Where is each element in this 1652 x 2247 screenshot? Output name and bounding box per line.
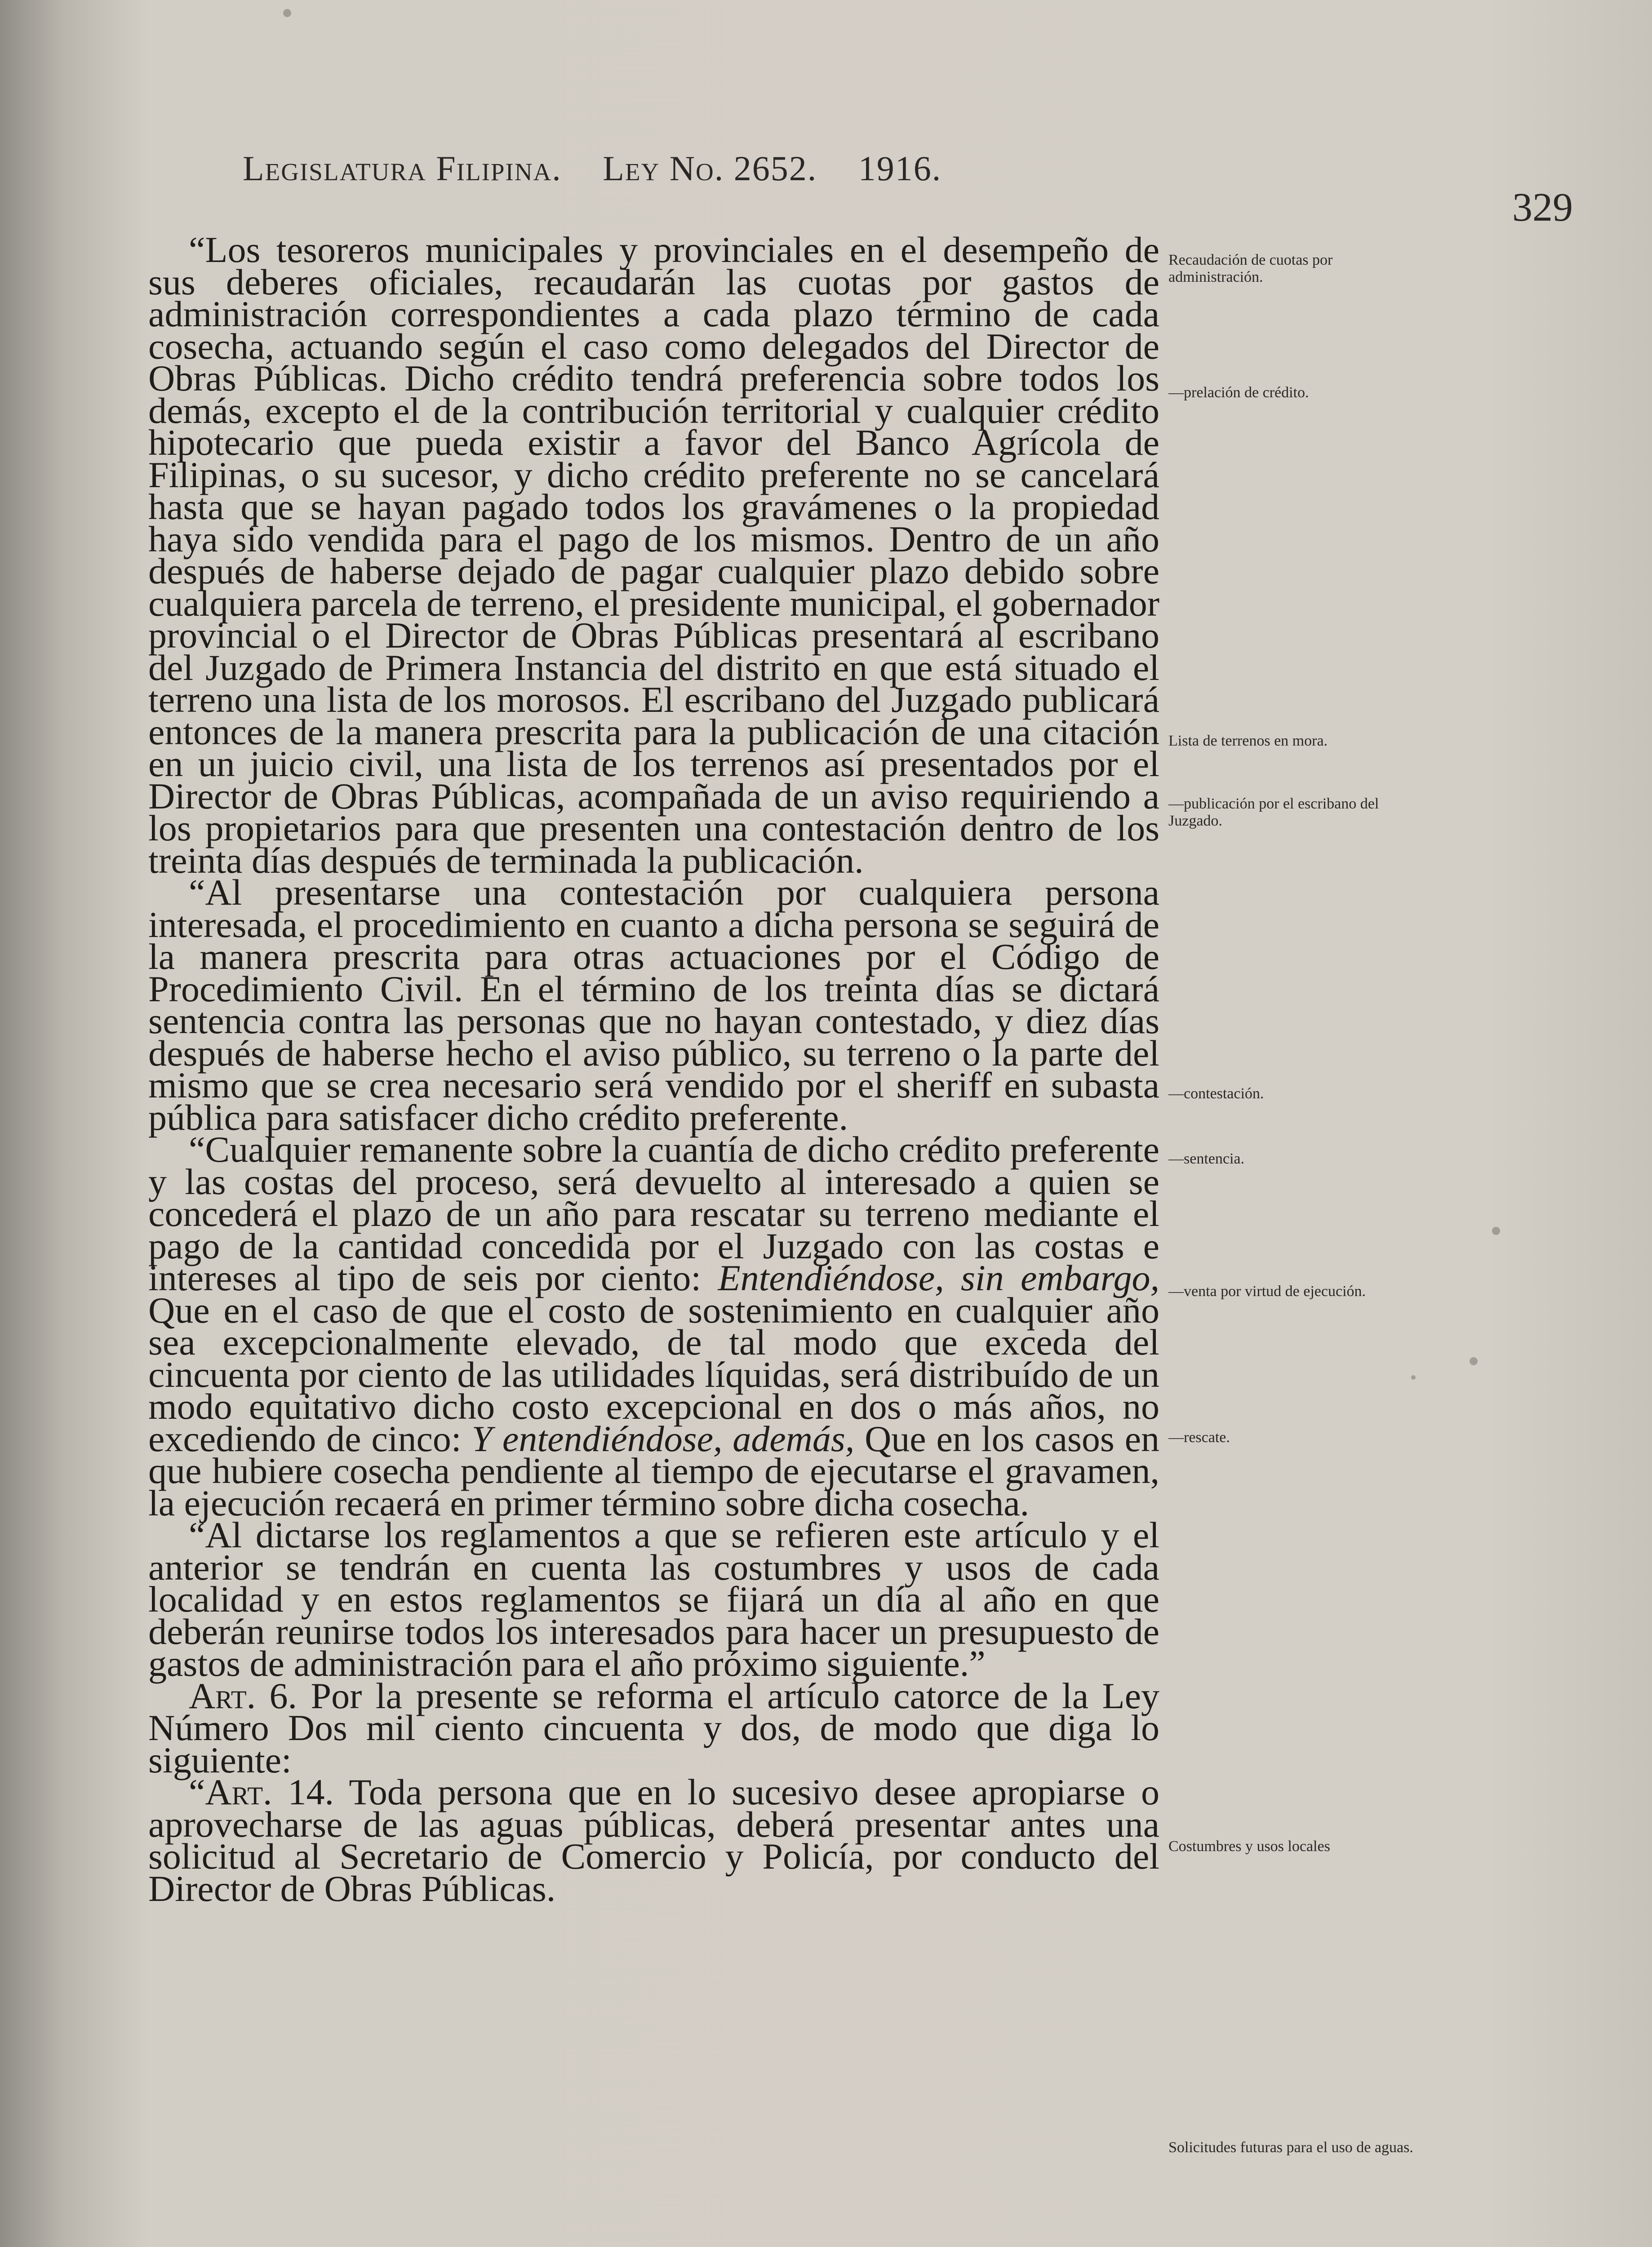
italic-text: Y entendiéndose, además, (471, 1418, 855, 1459)
margin-note: —rescate. (1168, 1429, 1230, 1446)
body-paragraph (148, 1129, 1159, 1523)
scan-speck (283, 9, 291, 17)
running-header (243, 148, 941, 189)
scan-speck (1492, 1227, 1500, 1235)
paragraph-text: Que en los casos en que hubiere cosecha pendiente al tiempo de ejecutarse el gravamen, la ejecución recaerá en primer término sobre dicha cosecha. (148, 1418, 1159, 1523)
paragraph-text: “Los tesoreros municipales y provinciales en el desempeño de sus deberes oficiales, recaudarán las cuotas por gastos de administración correspondientes a cada plazo término de cada cosecha, actuando según el caso como delegados del Director de Obras Públicas. Dicho crédito tendrá preferencia sobre todos los demás, excepto el de la contribución territorial y cualquier crédito hipotecario que pueda existir a favor del Banco Agrícola de Filipinas, o su sucesor, y dicho crédito preferente no se cancelará hasta que se hayan pagado todos los gravámenes o la propiedad haya sido vendida para el pago de los mismos. Dentro de un año después de haberse dejado de pagar cualquier plazo debido sobre cualquiera parcela de terreno, el presidente municipal, el gobernador provincial o el Director de Obras Públicas presentará al escribano del Juzgado de Primera Instancia del distrito en que está situado el terreno una lista de los morosos. El escribano del Juzgado publicará entonces de la manera prescrita para la publicación de una citación en un juicio civil, una lista de los terrenos así presentados por el Director de Obras Públicas, acompañada de un aviso requiriendo a los propietarios para que presenten una contestación dentro de los treinta días después de terminada la publicación. (148, 229, 1159, 881)
italic-text: Entendiéndose, sin embargo, (718, 1257, 1159, 1298)
body-paragraph (148, 1514, 1159, 1684)
margin-note: Costumbres y usos locales (1168, 1838, 1330, 1855)
article-label: Art. (205, 1772, 272, 1812)
scan-speck (1470, 1357, 1478, 1365)
body-paragraph (148, 872, 1159, 1138)
body-paragraph (148, 1675, 1159, 1781)
paragraph-text: 14. Toda persona que en lo sucesivo desee apropiarse o aprovecharse de las aguas públicas, deberá presentar antes una solicitud al Secretario de Comercio y Policía, por conducto del Director de Obras Públicas. (148, 1772, 1159, 1909)
paragraph-text: “Al presentarse una contestación por cualquiera persona interesada, el procedimiento en cuanto a dicha persona se seguirá de la manera prescrita para otras actuaciones por el Código de Procedimiento Civil. En el término de los treinta días se dictará sentencia contra las personas que no hayan contestado, y diez días después de haberse hecho el aviso público, su terreno o la parte del mismo que se crea necesario será vendido por el sheriff en subasta pública para satisfacer dicho crédito preferente. (148, 872, 1159, 1138)
margin-note: —sentencia. (1168, 1150, 1244, 1167)
paragraph-text: Que en el caso de que el costo de sostenimiento en cualquier año sea excepcionalmente elevado, de tal modo que exceda del cincuenta por ciento de las utilidades líquidas, será distribuído de un modo equitativo dicho costo excepcional en dos o más años, no excediendo de cinco: (148, 1289, 1159, 1459)
paragraph-text: 6. Por la presente se reforma el artículo catorce de la Ley Número Dos mil ciento cincuenta y dos, de modo que diga lo siguiente: (148, 1675, 1159, 1781)
margin-note: —prelación de crédito. (1168, 384, 1309, 401)
paragraph-text: “ (189, 1772, 205, 1812)
header-publication: Legislatura Filipina. (243, 149, 562, 188)
paragraph-text: “Cualquier remanente sobre la cuantía de dicho crédito preferente y las costas del proceso, será devuelto al interesado a quien se concederá el plazo de un año para rescatar su terreno mediante el pago de la cantidad concedida por el Juzgado con las costas e intereses al tipo de seis por ciento: (148, 1129, 1159, 1298)
body-text (148, 229, 1159, 1909)
scan-speck (1411, 1375, 1416, 1380)
margin-note: —venta por virtud de ejecución. (1168, 1283, 1366, 1300)
article-label: Art. (189, 1675, 256, 1716)
body-paragraph (148, 1772, 1159, 1909)
margin-note: —publicación por el escribano del Juzgado. (1168, 795, 1379, 829)
margin-note: Lista de terrenos en mora. (1168, 733, 1328, 749)
margin-note: —contestación. (1168, 1085, 1264, 1102)
page-number: 329 (1512, 185, 1573, 230)
body-paragraph (148, 229, 1159, 881)
paragraph-text: “Al dictarse los reglamentos a que se refieren este artículo y el anterior se tendrán en cuenta las costumbres y usos de cada localidad y en estos reglamentos se fijará un día al año en que deberán reunirse todos los interesados para hacer un presupuesto de gastos de administración para el año próximo siguiente.” (148, 1514, 1159, 1684)
margin-note: Solicitudes futuras para el uso de aguas. (1168, 2139, 1413, 2156)
margin-note: Recaudación de cuotas por administración. (1168, 252, 1333, 285)
header-year: 1916. (858, 149, 942, 188)
header-law: Ley No. 2652. (603, 149, 817, 188)
